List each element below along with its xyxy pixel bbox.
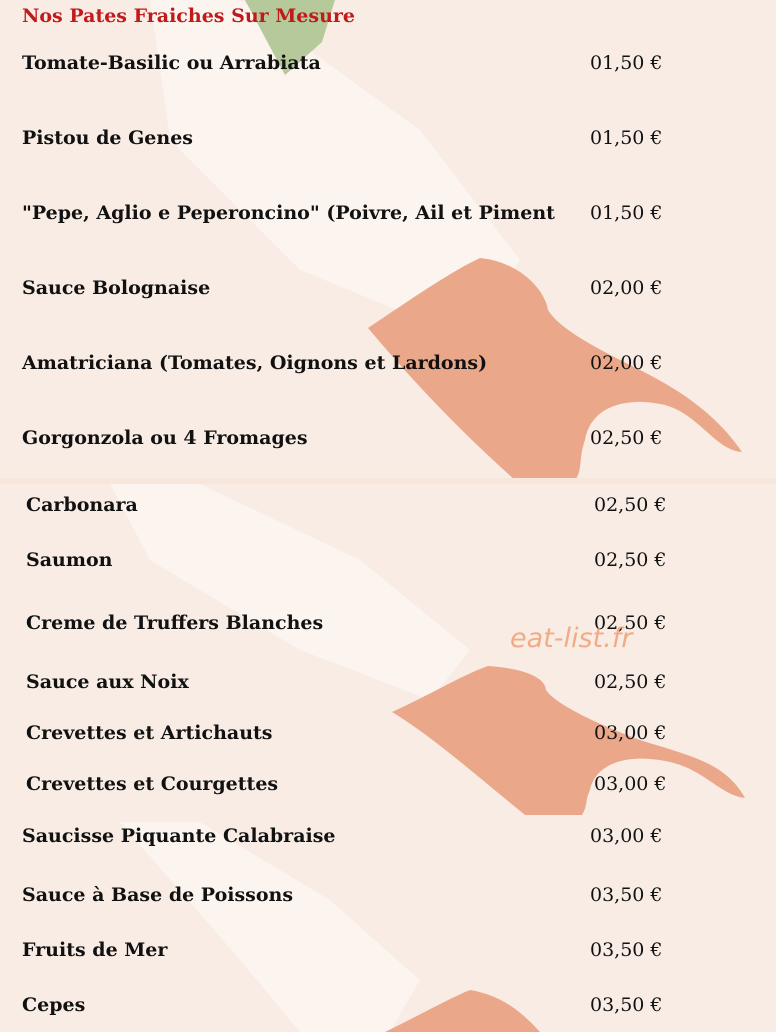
- menu-item: [0, 608, 776, 638]
- item-name: "Pepe, Aglio e Peperoncino" (Poivre, Ail et Piment: [22, 202, 555, 224]
- item-name: Cepes: [22, 994, 86, 1016]
- item-price: 01,50 €: [590, 202, 663, 224]
- menu-item: [0, 667, 776, 697]
- section-divider: [0, 478, 776, 484]
- item-price: 02,50 €: [594, 612, 667, 634]
- item-name: Fruits de Mer: [22, 939, 168, 961]
- menu-item: [0, 718, 776, 748]
- item-price: 03,00 €: [590, 825, 663, 847]
- item-name: Crevettes et Courgettes: [26, 773, 279, 795]
- item-price: 02,50 €: [594, 549, 667, 571]
- item-price: 02,00 €: [590, 277, 663, 299]
- menu-item: [0, 880, 776, 910]
- item-price: 03,00 €: [594, 722, 667, 744]
- watermark: eat-list.fr: [510, 623, 633, 654]
- item-price: 02,50 €: [594, 671, 667, 693]
- item-name: Gorgonzola ou 4 Fromages: [22, 427, 308, 449]
- menu-item: [0, 348, 776, 378]
- menu-item: [0, 48, 776, 78]
- menu-item: [0, 123, 776, 153]
- item-name: Amatriciana (Tomates, Oignons et Lardons): [22, 352, 488, 374]
- menu-item: [0, 198, 776, 228]
- menu-item: [0, 423, 776, 453]
- item-price: 02,50 €: [590, 427, 663, 449]
- menu-item: [0, 490, 776, 520]
- item-name: Sauce Bolognaise: [22, 277, 211, 299]
- item-price: 03,50 €: [590, 939, 663, 961]
- item-price: 03,00 €: [594, 773, 667, 795]
- item-name: Sauce à Base de Poissons: [22, 884, 294, 906]
- menu-title: Nos Pates Fraiches Sur Mesure: [22, 5, 355, 27]
- item-price: 02,00 €: [590, 352, 663, 374]
- menu-item: [0, 821, 776, 851]
- item-price: 01,50 €: [590, 52, 663, 74]
- item-name: Pistou de Genes: [22, 127, 193, 149]
- menu-item: [0, 990, 776, 1020]
- item-price: 01,50 €: [590, 127, 663, 149]
- item-price: 03,50 €: [590, 884, 663, 906]
- item-name: Carbonara: [26, 494, 138, 516]
- item-price: 02,50 €: [594, 494, 667, 516]
- item-name: Crevettes et Artichauts: [26, 722, 273, 744]
- menu-item: [0, 545, 776, 575]
- item-name: Creme de Truffers Blanches: [26, 612, 324, 634]
- menu-item: [0, 935, 776, 965]
- menu-item: [0, 273, 776, 303]
- menu-item: [0, 769, 776, 799]
- item-name: Tomate-Basilic ou Arrabiata: [22, 52, 321, 74]
- item-name: Saucisse Piquante Calabraise: [22, 825, 336, 847]
- item-name: Saumon: [26, 549, 113, 571]
- item-price: 03,50 €: [590, 994, 663, 1016]
- item-name: Sauce aux Noix: [26, 671, 189, 693]
